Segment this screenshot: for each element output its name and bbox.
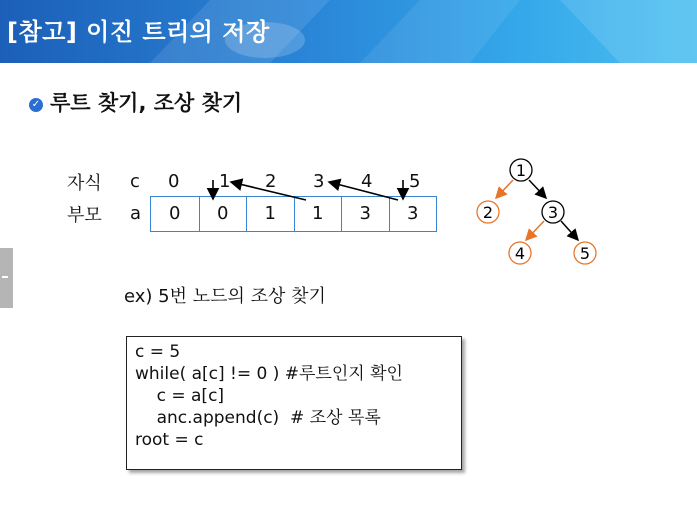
slide-title: [참고] 이진 트리의 저장 xyxy=(7,18,270,46)
array-cell: 3 xyxy=(341,197,389,231)
edge-1-2 xyxy=(496,180,513,198)
index-5: 5 xyxy=(409,171,421,192)
code-line: anc.append(c) # 조상 목록 xyxy=(135,408,381,428)
array-cell: 3 xyxy=(389,197,437,231)
tree-node-label-2: 2 xyxy=(482,203,494,222)
index-4: 4 xyxy=(361,171,373,192)
parent-label: 부모 xyxy=(67,205,102,226)
edge-3-5 xyxy=(561,221,578,240)
code-line: while( a[c] != 0 ) #루트인지 확인 xyxy=(135,364,403,384)
code-line: c = a[c] xyxy=(135,386,225,406)
side-tab[interactable] xyxy=(0,248,13,308)
arrow-5-to-3 xyxy=(329,182,398,200)
array-cell: 1 xyxy=(294,197,342,231)
array-cell: 0 xyxy=(199,197,247,231)
arrow-3-to-1 xyxy=(231,182,306,200)
child-var: c xyxy=(130,171,140,192)
tree-node-label-4: 4 xyxy=(514,244,526,263)
tree-node-label-1: 1 xyxy=(515,161,527,180)
tree-node-label-3: 3 xyxy=(547,203,559,222)
code-line: c = 5 xyxy=(135,342,181,362)
binary-tree-diagram xyxy=(460,150,610,270)
example-caption: ex) 5번 노드의 조상 찾기 xyxy=(124,286,326,307)
check-circle-icon: ✓ xyxy=(29,98,43,112)
child-label: 자식 xyxy=(67,173,102,194)
code-block xyxy=(126,336,462,470)
parent-var: a xyxy=(130,203,142,224)
section-title-text: 루트 찾기, 조상 찾기 xyxy=(50,91,243,115)
array-cell: 0 xyxy=(169,203,181,224)
array-cell: 1 xyxy=(246,197,294,231)
code-line: root = c xyxy=(135,430,204,450)
tree-node-label-5: 5 xyxy=(579,244,591,263)
index-2: 2 xyxy=(265,171,277,192)
index-3: 3 xyxy=(313,171,325,192)
index-1: 1 xyxy=(219,171,231,192)
edge-1-3 xyxy=(529,180,546,198)
edge-3-4 xyxy=(526,221,544,240)
index-0: 0 xyxy=(168,171,180,192)
